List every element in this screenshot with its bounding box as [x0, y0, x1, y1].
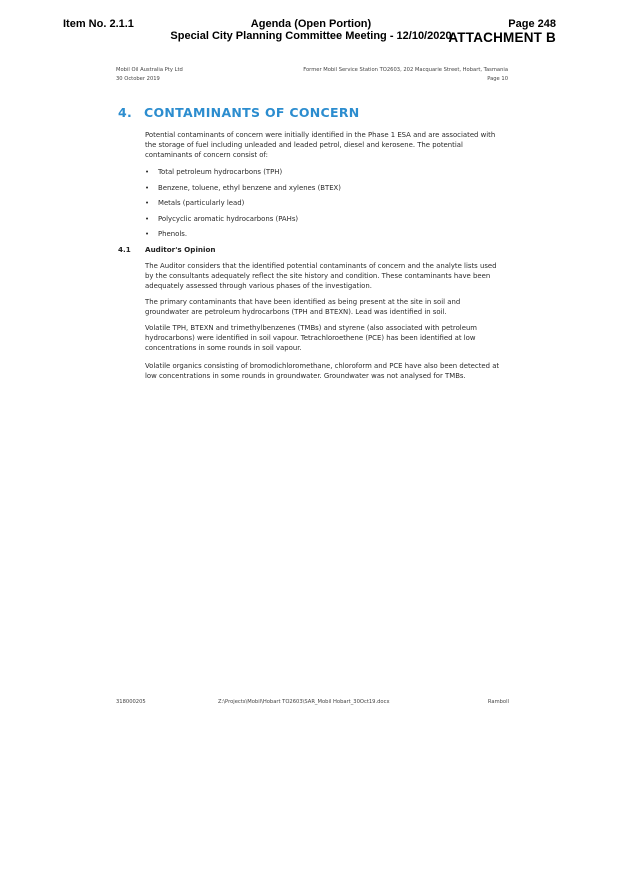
subsection-number: 4.1	[118, 245, 131, 254]
page-number: Page 248	[508, 18, 556, 30]
footer-project-number: 318000205	[116, 699, 146, 705]
paragraph: The primary contaminants that have been identified as being present at the site in soil and groundwater are petroleum hydrocarbons (TPH and BTEXN). Lead was identified in soil.	[145, 298, 461, 317]
document-meta-right	[303, 66, 508, 84]
paragraph: Volatile organics consisting of bromodichloromethane, chloroform and PCE have also been detected at low concentrations in some rounds in groundwater. Groundwater was not analysed for TMBs.	[145, 362, 500, 381]
section-number: 4.	[118, 105, 133, 120]
section-heading	[118, 105, 360, 120]
list-item-text: Total petroleum hydrocarbons (TPH)	[158, 168, 283, 176]
bullet-icon: •	[145, 230, 150, 239]
meeting-title: Special City Planning Committee Meeting - 12/10/2020	[170, 30, 452, 42]
document-page: Page 10	[487, 76, 508, 82]
subsection-title: Auditor's Opinion	[145, 245, 216, 254]
paragraph: The Auditor considers that the identified potential contaminants of concern and the analyte lists used by the consultants adequately reflect the site history and condition. These contaminants have been adequately assessed through various phases of the investigation.	[145, 262, 497, 291]
bullet-icon: •	[145, 199, 150, 208]
list-item-text: Polycyclic aromatic hydrocarbons (PAHs)	[158, 214, 299, 223]
agenda-title: Agenda (Open Portion)	[250, 18, 372, 30]
list-item-text: Metals (particularly lead)	[158, 199, 245, 208]
list-item-text: Phenols.	[158, 230, 188, 239]
subsection-heading	[118, 245, 216, 254]
list-item	[145, 229, 505, 245]
company-name: Mobil Oil Australia Pty Ltd	[116, 67, 183, 73]
section-intro: Potential contaminants of concern were initially identified in the Phase 1 ESA and are associated with the storage of fuel including unleaded and leaded petrol, diesel and kerosene. The potential contaminants of concern consist of:	[145, 131, 496, 160]
list-item	[145, 183, 505, 199]
footer-file-path: Z:\Projects\Mobil\Hobart TO2603\SAR_Mobil Hobart_30Oct19.docx	[218, 699, 390, 705]
bullet-icon: •	[145, 183, 150, 192]
paragraph: Volatile TPH, BTEXN and trimethylbenzenes (TMBs) and styrene (also associated with petroleum hydrocarbons) were identified in soil vapour. Tetrachloroethene (PCE) has been identified at low concentrations in some rounds in soil vapour.	[145, 324, 478, 353]
list-item	[145, 167, 505, 183]
attachment-label: ATTACHMENT B	[448, 30, 556, 45]
bullet-icon: •	[145, 214, 150, 223]
list-item	[145, 214, 505, 230]
section-title: CONTAMINANTS OF CONCERN	[144, 105, 360, 120]
list-item	[145, 198, 505, 214]
item-number: Item No. 2.1.1	[63, 18, 134, 30]
contaminant-list	[145, 167, 505, 245]
document-meta-left	[116, 66, 183, 84]
bullet-icon: •	[145, 168, 150, 176]
document-date: 30 October 2019	[116, 76, 160, 82]
site-address: Former Mobil Service Station TO2603, 202 Macquarie Street, Hobart, Tasmania	[303, 67, 508, 73]
footer-company: Ramboll	[487, 699, 509, 705]
list-item-text: Benzene, toluene, ethyl benzene and xylenes (BTEX)	[158, 183, 341, 192]
